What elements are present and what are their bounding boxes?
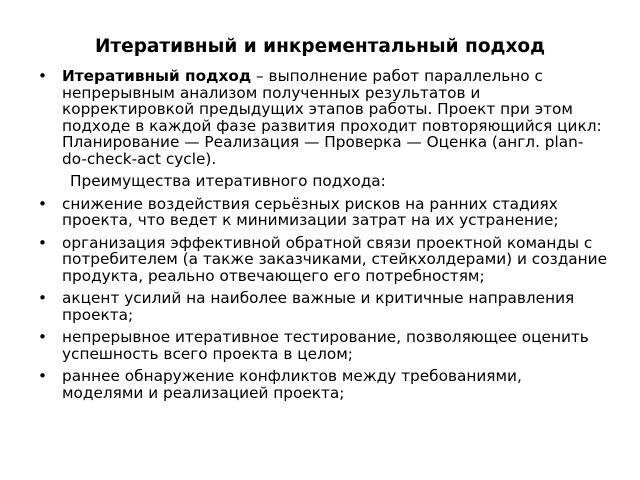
bullet-icon: • [38, 289, 48, 307]
advantage-text: снижение воздействия серьёзных рисков на ранних стадиях проекта, что ведет к минимизации затрат на их устранение; [62, 194, 559, 229]
bullet-icon: • [38, 67, 48, 85]
bullet-icon: • [38, 194, 48, 213]
intro-term: Итеративный подход [62, 67, 252, 85]
advantage-item [38, 368, 608, 401]
advantage-text: организация эффективной обратной связи проектной команды с потребителем (а также заказчиками, стейкхолдерами) и создание продукта, реально отвечающего его потребностям; [62, 233, 608, 285]
slide-title: Итеративный и инкрементальный подход [94, 36, 546, 57]
bullet-icon: • [38, 233, 48, 252]
advantage-text: непрерывное итеративное тестирование, позволяющее оценить успешность всего проекта в целом; [62, 328, 589, 363]
advantage-item [38, 329, 608, 362]
bullet-icon: • [38, 367, 48, 385]
advantage-item [38, 196, 608, 229]
advantage-item [38, 290, 608, 323]
intro-text: – выполнение работ параллельно с непрерывным анализом полученных результатов и корректировкой предыдущих этапов работы. Проект при этом подходе в каждой фазе развития проходит повторяющийся цикл: Планирование — Реализация — Проверка — Оценка (англ. plan-do-check-act cycle). [62, 67, 602, 168]
bullet-icon: • [38, 328, 48, 346]
advantage-text: акцент усилий на наиболее важные и критичные направления проекта; [62, 289, 575, 324]
slide-content [38, 68, 608, 407]
advantage-text: раннее обнаружение конфликтов между требованиями, моделями и реализацией проекта; [62, 367, 522, 402]
intro-item [38, 68, 608, 167]
advantages-heading: Преимущества итеративного подхода: [70, 172, 386, 190]
advantage-item [38, 235, 608, 285]
